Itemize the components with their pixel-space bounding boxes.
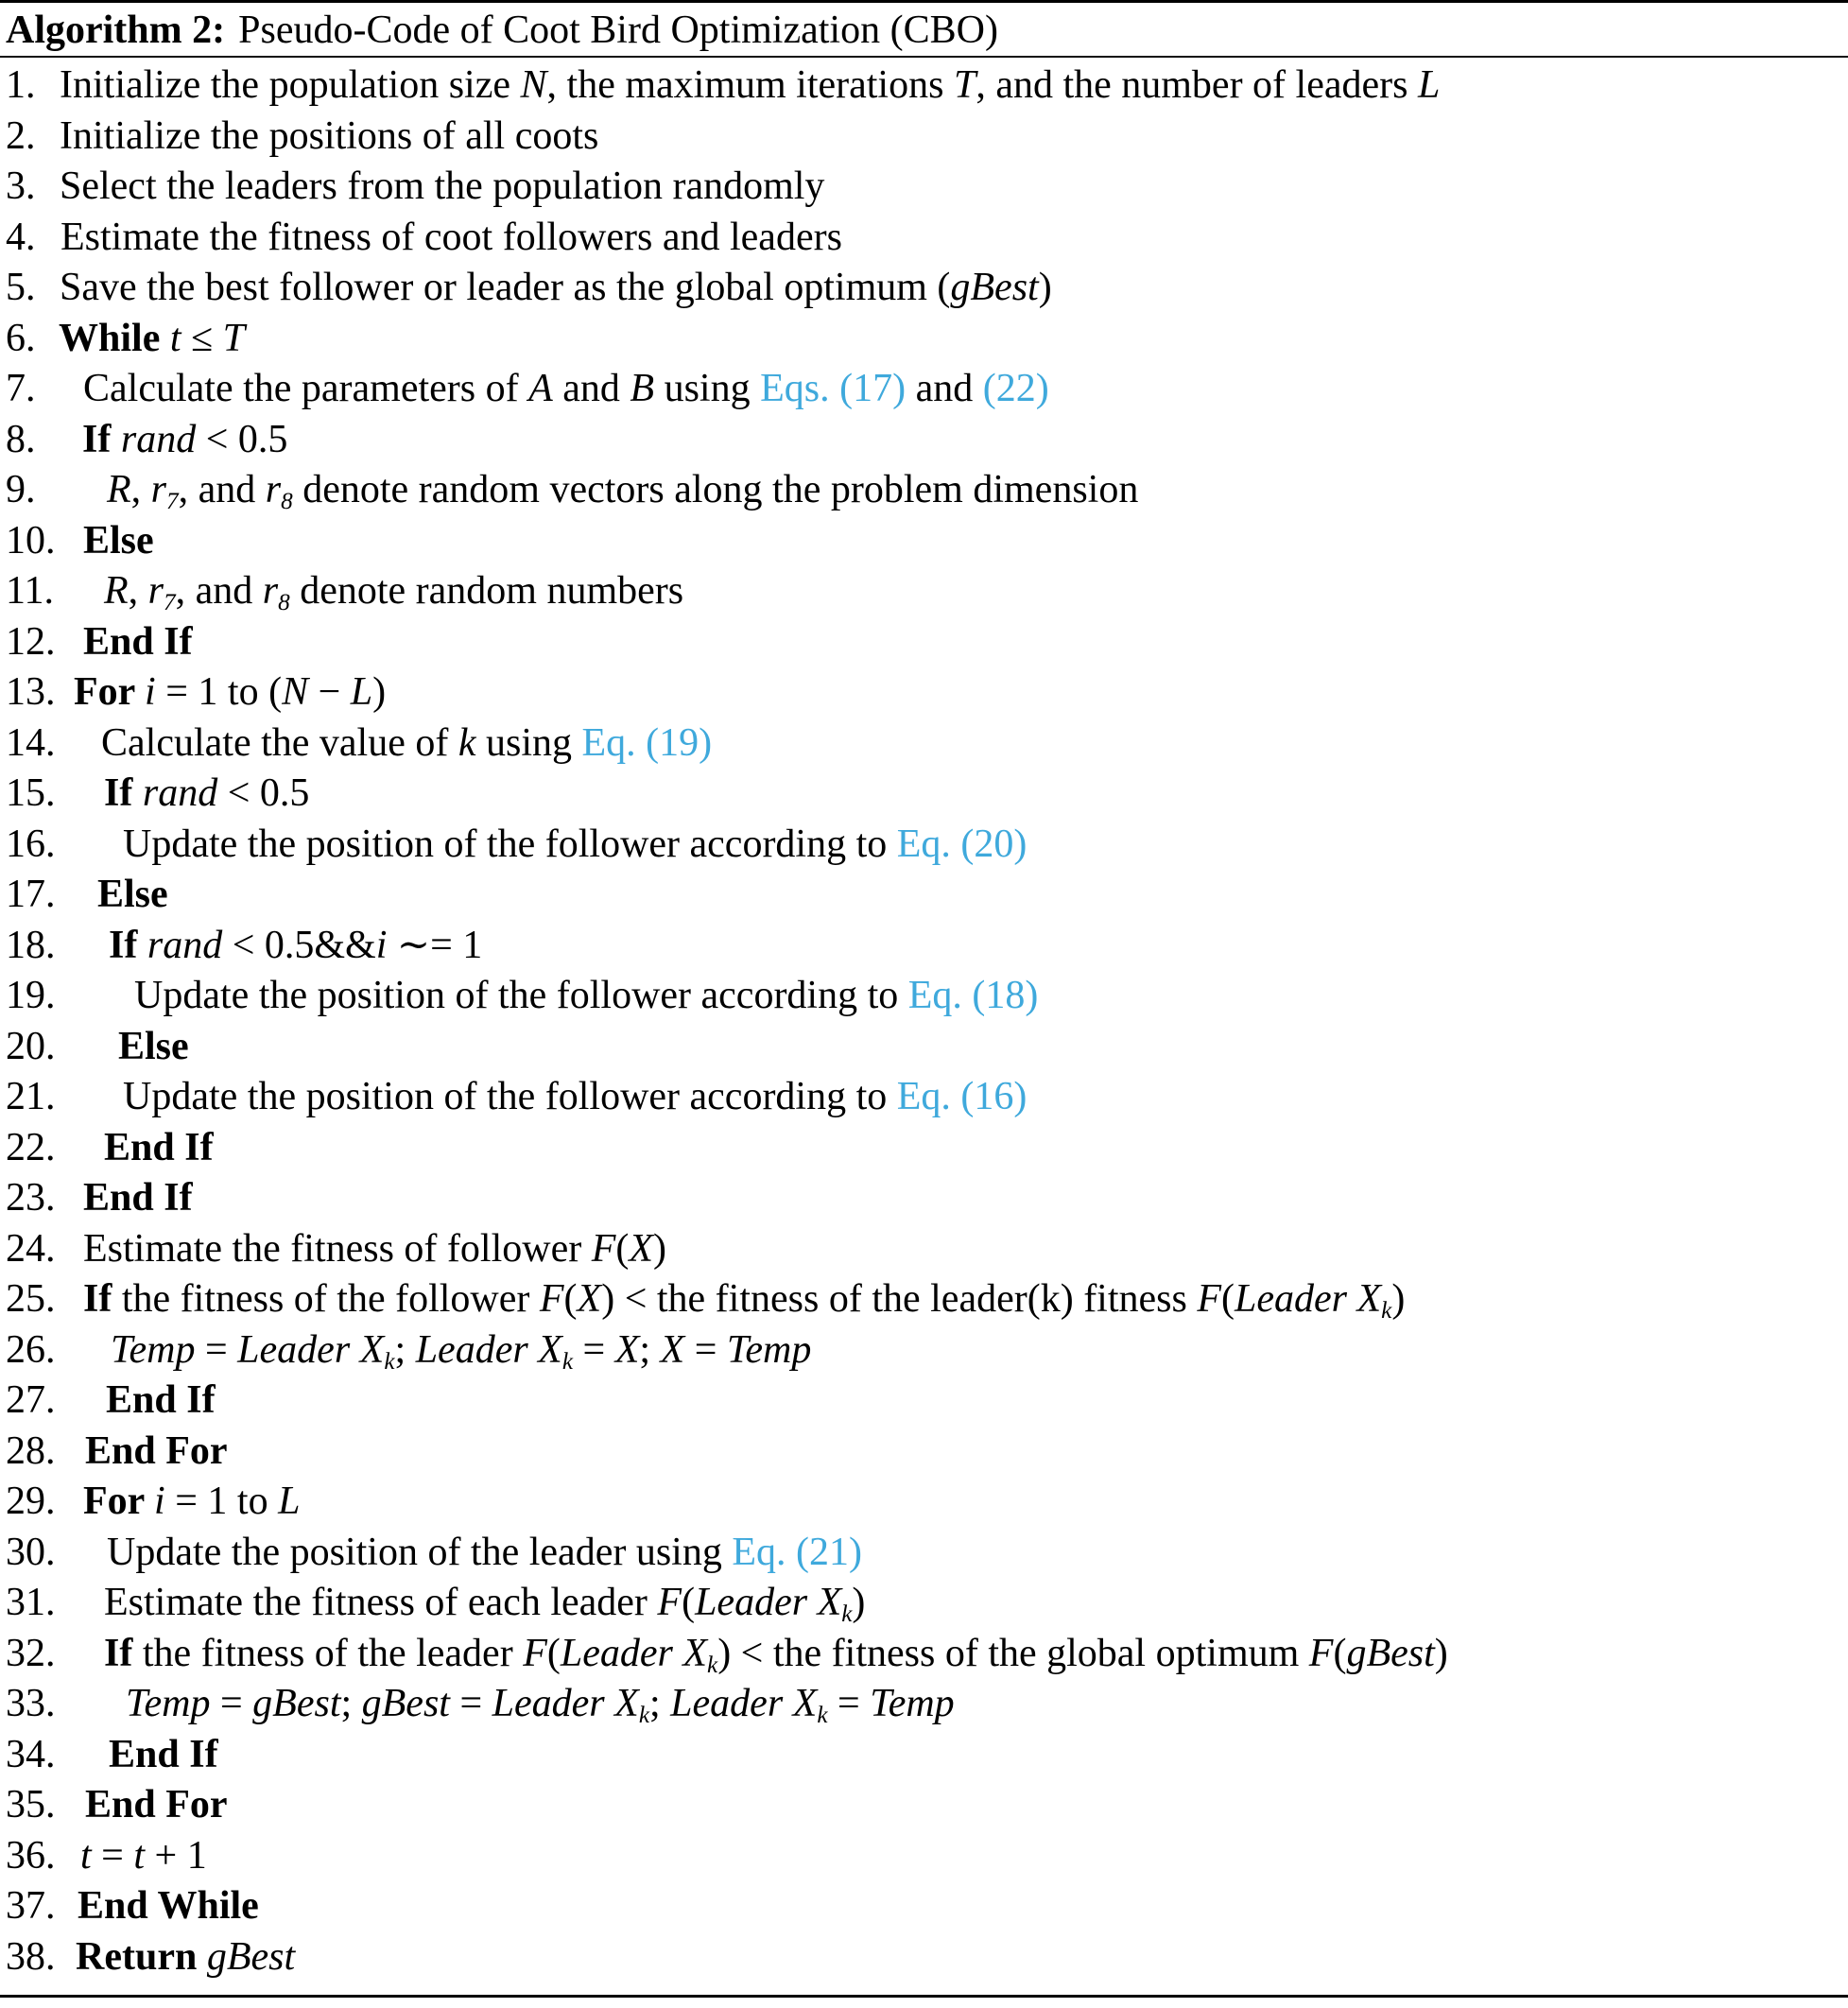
keyword: If [83,1277,122,1321]
line-number: 1. [6,63,36,107]
algo-line [6,1224,1848,1275]
math-var: Leader X [492,1682,639,1725]
algo-line [6,1528,1848,1579]
line-number: 20. [6,1024,56,1068]
algo-line [6,1072,1848,1123]
line-text [78,1881,259,1932]
keyword: End For [85,1783,228,1826]
line-text [134,971,1038,1022]
line-number: 33. [6,1682,56,1725]
line-number: 15. [6,771,56,815]
line-number: 3. [6,164,36,208]
math-var: Leader X [560,1631,707,1675]
equation-link[interactable]: Eq. (21) [732,1530,862,1574]
math-var: rand [142,771,218,815]
algo-line [6,1022,1848,1073]
algo-line [6,820,1848,871]
math-subscript: k [841,1601,853,1628]
text-segment: Initialize the population size [60,63,521,107]
keyword: If [104,1631,143,1675]
line-text [104,1578,865,1634]
keyword: For [83,1480,155,1523]
text-segment: denote random numbers [289,569,684,613]
math-subscript: 8 [278,590,290,616]
algo-line [6,61,1848,112]
algo-line [6,921,1848,972]
algo-line [6,213,1848,264]
math-var: r [150,468,167,511]
text-segment: ) < the fitness of the global optimum [717,1631,1309,1675]
line-number: 34. [6,1732,56,1776]
line-number: 10. [6,518,56,563]
line-text [107,1528,862,1579]
line-text [107,465,1138,521]
text-segment: ) < the fitness of the leader(k) fitness [601,1277,1198,1321]
line-text [111,1325,811,1381]
text-segment: = [449,1682,492,1725]
line-number: 29. [6,1480,56,1523]
algorithm-title [0,3,1848,58]
line-number: 36. [6,1833,56,1878]
text-segment: ; [394,1327,416,1372]
text-segment: ) [1038,266,1052,309]
line-number: 16. [6,822,56,866]
line-text [83,1477,300,1528]
line-text [83,1224,666,1275]
line-text [83,617,193,668]
math-var: F [591,1226,616,1271]
math-var: k [458,720,476,765]
text-segment: and [906,367,983,410]
math-var: rand [147,923,223,967]
math-var: gBest [361,1682,450,1725]
math-var: i [154,1480,165,1523]
algorithm-title-label: Algorithm 2: [6,9,226,52]
line-text [104,1123,214,1174]
math-subscript: 8 [281,489,293,515]
line-text [97,870,168,921]
math-var: F [1197,1277,1222,1321]
math-var: X [577,1277,602,1321]
line-text [104,769,309,820]
math-var: i [375,923,388,967]
line-text [83,364,1049,415]
line-text [118,1022,189,1073]
math-var: gBest [1346,1631,1435,1675]
text-segment: , and [175,569,263,613]
text-segment: ) [653,1226,667,1271]
text-segment: , [128,569,148,613]
line-number: 13. [6,670,56,714]
math-var: rand [120,417,197,461]
text-segment: , the maximum iterations [546,63,954,107]
math-subscript: k [1381,1298,1392,1324]
algo-line [6,566,1848,617]
line-number: 35. [6,1783,56,1826]
line-text [123,1072,1027,1123]
math-var: Leader X [1235,1277,1382,1321]
equation-link[interactable]: Eqs. (17) [760,367,907,410]
algo-line [6,971,1848,1022]
line-text [60,213,842,264]
text-segment: denote random vectors along the problem dimension [292,468,1139,511]
line-text [82,415,287,466]
algo-line [6,1325,1848,1376]
keyword: If [109,923,147,967]
line-text [83,516,154,567]
algo-line [6,162,1848,213]
equation-link[interactable]: Eq. (19) [581,720,713,765]
line-number: 22. [6,1125,56,1169]
text-segment: = [91,1833,134,1878]
text-segment: Save the best follower or leader as the global optimum ( [60,266,951,309]
line-text [83,1173,193,1224]
math-var: F [657,1581,682,1624]
math-var: Temp [870,1682,955,1725]
text-segment: + 1 [145,1833,207,1878]
keyword: End If [83,1176,193,1220]
text-segment: Calculate the parameters of [83,367,529,410]
text-segment: ≤ [181,316,223,360]
line-number: 18. [6,923,56,967]
algo-line [6,1274,1848,1325]
line-text [109,921,482,972]
text-segment: the fitness of the leader [142,1631,524,1675]
keyword: Else [97,873,168,916]
text-segment: Estimate the fitness of follower [83,1226,592,1271]
algo-line [6,263,1848,314]
keyword: Else [83,518,154,563]
text-segment: = 1 to ( [155,670,283,714]
text-segment: Estimate the fitness of each leader [104,1581,658,1624]
math-var: T [222,316,245,360]
math-subscript: k [817,1703,828,1729]
line-number: 27. [6,1378,56,1422]
math-var: Leader X [415,1327,562,1372]
text-segment: = [210,1682,253,1725]
algo-line [6,1376,1848,1427]
text-segment: Estimate the fitness of coot followers and leaders [60,215,842,259]
algo-line [6,415,1848,466]
algo-line [6,1881,1848,1932]
math-var: r [265,468,282,511]
math-var: A [528,367,553,410]
equation-link[interactable]: (22) [982,367,1049,410]
math-var: Temp [726,1327,812,1372]
algo-line [6,1477,1848,1528]
line-text [83,1274,1405,1330]
keyword: End If [83,619,193,664]
text-segment: Update the position of the leader using [107,1530,733,1574]
algo-line [6,718,1848,770]
math-var: T [953,63,976,107]
line-text [85,1780,228,1831]
algorithm-lines [0,58,1848,1982]
text-segment: using [475,720,582,765]
text-segment: ( [1221,1277,1235,1321]
algo-line [6,617,1848,668]
text-segment: ( [546,1631,561,1675]
line-number: 7. [6,367,36,410]
line-text [60,263,1052,314]
algo-line [6,1578,1848,1629]
math-var: R [104,569,129,613]
line-text [60,112,598,163]
line-text [80,1831,207,1882]
line-number: 37. [6,1884,56,1928]
line-text [101,718,712,770]
line-number: 5. [6,266,36,309]
line-number: 25. [6,1277,56,1321]
text-segment: ; [340,1682,362,1725]
math-var: F [1308,1631,1334,1675]
math-var: Leader X [237,1327,385,1372]
text-segment: , and [178,468,266,511]
line-text [60,162,824,213]
keyword: For [74,670,146,714]
algo-line [6,516,1848,567]
algo-line [6,1123,1848,1174]
math-var: L [1417,63,1441,107]
keyword: End If [109,1732,218,1776]
keyword: End If [106,1378,216,1422]
line-text [126,1679,955,1735]
math-var: Leader X [670,1682,818,1725]
line-number: 14. [6,720,56,765]
math-var: F [523,1631,547,1675]
algo-line [6,667,1848,718]
keyword: End For [85,1428,228,1473]
text-segment: ( [1333,1631,1347,1675]
text-segment: the fitness of the follower [121,1277,540,1321]
math-var: gBest [206,1934,296,1979]
line-number: 24. [6,1226,56,1271]
math-var: Leader X [695,1581,842,1624]
line-text [106,1376,216,1427]
text-segment: = [684,1327,727,1372]
text-segment: Calculate the value of [101,720,458,765]
algo-line [6,314,1848,365]
math-var: gBest [252,1682,341,1725]
text-segment: Initialize the positions of all coots [60,113,599,158]
text-segment: ) [1391,1277,1406,1321]
equation-link[interactable]: Eq. (16) [896,1075,1028,1118]
keyword: If [82,417,121,461]
text-segment: ; [639,1327,661,1372]
line-number: 17. [6,873,56,916]
keyword: While [59,316,170,360]
math-var: t [80,1833,92,1878]
text-segment: ( [682,1581,696,1624]
math-var: X [614,1327,640,1372]
math-var: gBest [950,266,1039,309]
bottom-rule [0,1995,1848,1998]
algo-line [6,1932,1848,1983]
algo-line [6,465,1848,516]
algo-line [6,364,1848,415]
line-text [109,1730,218,1781]
line-number: 21. [6,1075,56,1118]
algo-line [6,1780,1848,1831]
algo-line [6,1629,1848,1680]
algo-line [6,112,1848,163]
algo-line [6,1427,1848,1478]
text-segment: ) [852,1581,866,1624]
math-subscript: k [707,1652,718,1678]
math-subscript: k [638,1703,649,1729]
line-number: 38. [6,1934,56,1979]
text-segment: ) [372,670,387,714]
algo-line [6,1831,1848,1882]
algo-line [6,870,1848,921]
text-segment: − [308,670,351,714]
math-var: Temp [126,1682,211,1725]
line-text [104,566,683,622]
math-var: t [133,1833,146,1878]
math-var: L [278,1480,301,1523]
equation-link[interactable]: Eq. (18) [907,974,1039,1017]
math-var: F [539,1277,564,1321]
algo-line [6,1173,1848,1224]
math-subscript: 7 [166,489,179,515]
text-segment: < 0.5&& [222,923,376,967]
keyword: If [104,771,143,815]
text-segment: , and the number of leaders [976,63,1418,107]
math-var: r [147,569,164,613]
math-var: N [282,670,309,714]
text-segment: Select the leaders from the population randomly [60,164,825,208]
text-segment: , [130,468,151,511]
text-segment: using [654,367,761,410]
line-text [123,820,1027,871]
text-segment: ( [563,1277,578,1321]
math-var: L [350,670,373,714]
text-segment: Update the position of the follower according to [123,1075,897,1118]
line-number: 4. [6,215,36,259]
line-number: 32. [6,1631,56,1675]
line-number: 28. [6,1428,56,1473]
math-var: t [169,316,181,360]
math-subscript: 7 [164,590,176,616]
text-segment: ( [615,1226,630,1271]
algorithm-title-text: Pseudo-Code of Coot Bird Optimization (CBO) [238,9,998,52]
line-text [76,1932,295,1983]
math-var: r [262,569,279,613]
text-segment: = 1 to [164,1480,279,1523]
line-number: 12. [6,619,56,664]
line-text [60,61,1440,112]
line-number: 23. [6,1176,56,1220]
math-var: i [145,670,156,714]
line-text [74,667,386,718]
keyword: Return [76,1934,207,1979]
line-number: 8. [6,417,36,461]
math-var: X [629,1226,654,1271]
text-segment: and [552,367,630,410]
math-subscript: k [561,1348,574,1375]
equation-link[interactable]: Eq. (20) [896,822,1028,866]
line-text [59,314,245,365]
line-number: 2. [6,113,36,158]
keyword: End While [78,1884,259,1928]
line-text [85,1427,228,1478]
text-segment: = [195,1327,238,1372]
line-number: 31. [6,1581,56,1624]
text-segment: ∼= 1 [387,923,483,967]
text-segment: < 0.5 [217,771,310,815]
line-number: 30. [6,1530,56,1574]
text-segment: ) [1434,1631,1448,1675]
text-segment: ; [649,1682,671,1725]
math-subscript: k [384,1348,395,1375]
math-var: B [630,367,655,410]
keyword: End If [104,1125,214,1169]
math-var: R [107,468,131,511]
text-segment: = [827,1682,871,1725]
text-segment: Update the position of the follower according to [134,974,908,1017]
text-segment: < 0.5 [196,417,288,461]
line-number: 19. [6,974,56,1017]
math-var: N [520,63,547,107]
text-segment: = [573,1327,615,1372]
text-segment: Update the position of the follower according to [123,822,897,866]
line-number: 9. [6,468,36,511]
line-number: 6. [6,316,36,360]
algo-line [6,1730,1848,1781]
algo-line [6,1679,1848,1730]
line-text [104,1629,1448,1685]
line-number: 11. [6,569,54,613]
line-number: 26. [6,1327,56,1372]
math-var: X [660,1327,685,1372]
keyword: Else [118,1024,189,1068]
math-var: Temp [111,1327,196,1372]
algo-line [6,769,1848,820]
